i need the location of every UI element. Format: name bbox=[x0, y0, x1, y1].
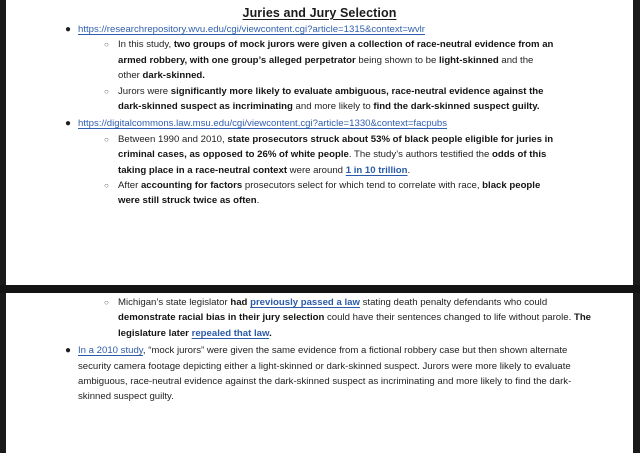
emphasis-text: The legislature later bbox=[118, 312, 592, 339]
body-text: In this study, bbox=[118, 39, 174, 51]
bullet-circle-icon: ○ bbox=[104, 40, 109, 50]
bullet-disc-icon: ● bbox=[65, 24, 72, 35]
inline-link[interactable]: In a 2010 study bbox=[78, 345, 143, 357]
page-title: Juries and Jury Selection bbox=[242, 6, 397, 20]
list-item-content bbox=[78, 22, 633, 114]
document-page-bottom bbox=[6, 293, 633, 453]
emphasis-text: . bbox=[269, 327, 272, 339]
list-item bbox=[6, 343, 633, 405]
body-text: After bbox=[118, 180, 141, 192]
inline-link[interactable]: repealed that law bbox=[191, 327, 270, 339]
bullet-circle-icon: ○ bbox=[104, 86, 109, 96]
source-url-link[interactable]: https://researchrepository.wvu.edu/cgi/viewcontent.cgi?article=1315&context=wvlr bbox=[78, 24, 425, 35]
bullet-disc-icon: ● bbox=[65, 345, 72, 357]
sub-list-item-content bbox=[118, 132, 597, 178]
body-text: being shown to be bbox=[355, 54, 439, 66]
sub-bullet-list bbox=[78, 295, 633, 341]
list-item bbox=[6, 295, 633, 341]
sub-bullet-list bbox=[78, 132, 597, 209]
body-text: and more likely to bbox=[292, 101, 374, 113]
sub-list-item bbox=[78, 37, 597, 83]
sub-list-item-content bbox=[118, 295, 633, 341]
emphasis-text: odds of this taking place in a race-neutral context bbox=[118, 149, 547, 176]
body-text: , “mock jurors” were given the same evidence from a fictional robbery case but then shown alternate security camera footage depicting either a light-skinned or dark-skinned suspect. Jurors were more likely to evaluate ambiguous, race-neutral evidence against the dark-skinned suspect as incriminating and more likely to find the dark-skinned suspect guilty. bbox=[78, 345, 572, 403]
body-text: . bbox=[407, 164, 411, 176]
body-text: were around bbox=[287, 164, 346, 176]
body-text: prosecutors select for which tend to correlate with race, bbox=[242, 180, 483, 192]
list-item-content bbox=[78, 343, 633, 405]
emphasis-text: light-skinned bbox=[438, 54, 499, 66]
emphasis-text: find the dark-skinned suspect guilty. bbox=[373, 101, 540, 113]
bullet-circle-icon: ○ bbox=[104, 134, 109, 144]
bullet-circle-icon: ○ bbox=[104, 181, 109, 191]
page-separator bbox=[0, 285, 640, 293]
sub-list-item-content bbox=[118, 37, 597, 83]
bullet-disc-icon: ● bbox=[65, 118, 72, 130]
body-text: Between 1990 and 2010, bbox=[118, 133, 228, 145]
list-item bbox=[6, 22, 633, 114]
emphasis-text: state prosecutors struck about 53% of black people eligible for juries in criminal cases, as opposed to 26% of white people bbox=[118, 133, 554, 161]
emphasis-text: accounting for factors bbox=[140, 180, 243, 192]
body-text: and the other bbox=[118, 54, 534, 82]
emphasis-text: demonstrate racial bias in their jury selection bbox=[118, 312, 325, 324]
sub-list-item bbox=[78, 132, 597, 178]
emphasis-text: black people were still struck twice as often bbox=[118, 180, 541, 207]
body-text: . The study’s authors testified the bbox=[348, 149, 492, 161]
top-bullet-list bbox=[6, 22, 633, 209]
list-item bbox=[6, 116, 633, 208]
sub-list-item bbox=[78, 178, 597, 209]
document-page-top bbox=[6, 0, 633, 285]
inline-link[interactable]: 1 in 10 trillion bbox=[345, 164, 408, 176]
emphasis-text: two groups of mock jurors were given a collection of race-neutral evidence from an armed robbery, with one group’s alleged perpetrator bbox=[118, 39, 554, 66]
inline-link[interactable]: previously passed a law bbox=[250, 297, 360, 308]
sub-list-item bbox=[78, 295, 633, 341]
emphasis-text: significantly more likely to evaluate ambiguous, race-neutral evidence against the dark-skinned suspect as incriminating bbox=[118, 85, 544, 113]
sub-list-item-content bbox=[118, 84, 597, 115]
sub-bullet-list bbox=[78, 37, 597, 114]
body-text: stating death penalty defendants who could bbox=[359, 297, 548, 308]
sub-list-item-content bbox=[118, 178, 597, 209]
source-url-link[interactable]: https://digitalcommons.law.msu.edu/cgi/viewcontent.cgi?article=1330&context=facpubs bbox=[78, 118, 448, 130]
bullet-circle-icon: ○ bbox=[104, 298, 109, 307]
body-text: . bbox=[256, 195, 260, 207]
sub-list-item bbox=[78, 84, 597, 115]
body-text: could have their sentences changed to life without parole. bbox=[324, 312, 574, 324]
body-text: Jurors were bbox=[118, 85, 171, 97]
emphasis-text: dark-skinned. bbox=[142, 70, 205, 82]
bottom-bullet-list bbox=[6, 295, 633, 405]
emphasis-text: had bbox=[230, 297, 251, 308]
body-text: Michigan’s state legislator bbox=[118, 297, 231, 308]
list-item-content bbox=[78, 116, 633, 208]
